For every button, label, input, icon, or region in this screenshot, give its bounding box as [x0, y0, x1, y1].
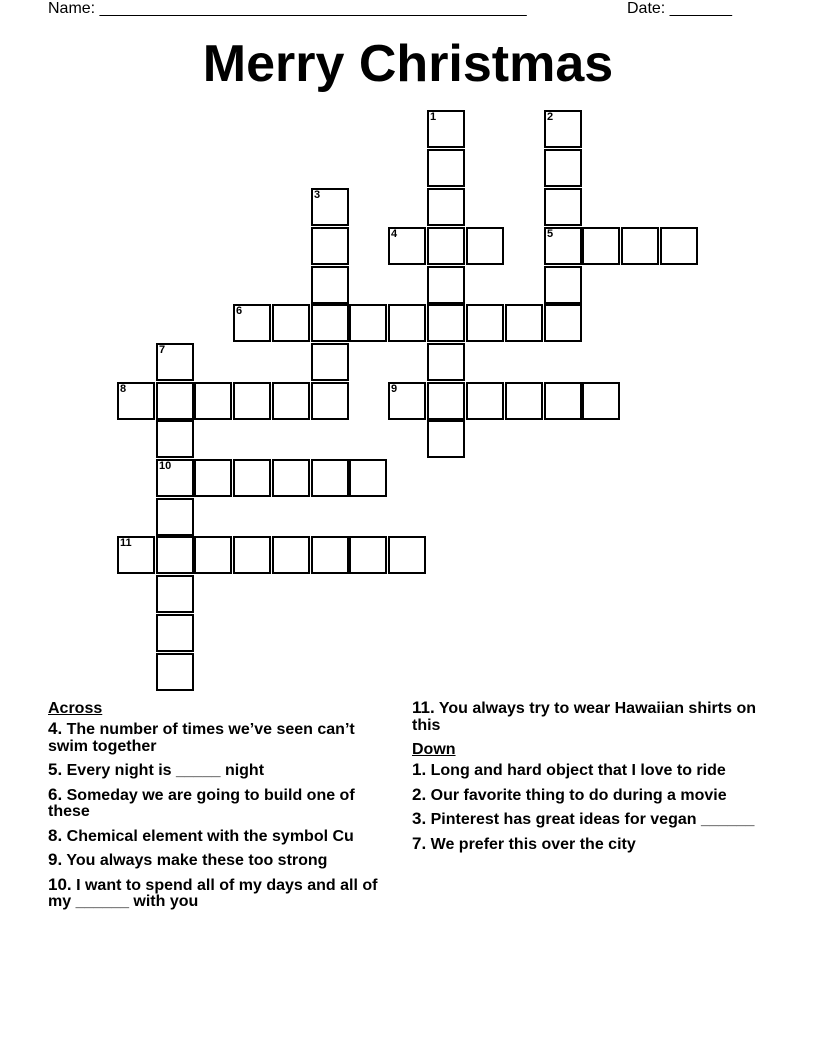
- crossword-cell[interactable]: [311, 266, 349, 304]
- clue-number: 2: [547, 111, 554, 123]
- clue-item-number: 10.: [48, 874, 72, 894]
- crossword-cell[interactable]: [466, 304, 504, 342]
- crossword-cell[interactable]: [427, 304, 465, 342]
- crossword-cell[interactable]: [427, 343, 465, 381]
- crossword-cell[interactable]: [621, 227, 659, 265]
- crossword-cell[interactable]: [427, 420, 465, 458]
- clue-item: [48, 721, 393, 755]
- clue-item-text: I want to spend all of my days and all of my ______ with you: [48, 876, 378, 910]
- clue-item: [48, 825, 393, 846]
- crossword-cell[interactable]: [272, 536, 310, 574]
- clue-item: [48, 874, 393, 911]
- clue-item: [412, 833, 772, 854]
- across-clue-list: [48, 721, 393, 911]
- crossword-cell[interactable]: [544, 266, 582, 304]
- crossword-cell[interactable]: [582, 382, 620, 420]
- clue-number: 11: [120, 537, 132, 549]
- down-clue-list: [412, 762, 772, 853]
- clues-right-column: [412, 700, 772, 860]
- clue-number: 3: [314, 189, 321, 201]
- crossword-cell[interactable]: [311, 459, 349, 497]
- clue-item-text: Every night is _____ night: [62, 762, 265, 779]
- crossword-cell[interactable]: [544, 304, 582, 342]
- date-field: Date: _______: [627, 0, 732, 17]
- page-title: Merry Christmas: [202, 35, 614, 93]
- crossword-cell[interactable]: [156, 420, 194, 458]
- clue-item: [412, 700, 772, 734]
- clues-left-column: [48, 700, 393, 918]
- crossword-cell[interactable]: [156, 343, 194, 381]
- crossword-cell[interactable]: [544, 382, 582, 420]
- clue-item: [412, 762, 772, 780]
- clue-number: 10: [159, 460, 172, 472]
- crossword-cell[interactable]: [349, 459, 387, 497]
- crossword-cell[interactable]: [311, 382, 349, 420]
- clue-number: 6: [236, 305, 243, 317]
- clue-item-number: 7.: [412, 833, 427, 853]
- crossword-cell[interactable]: [505, 304, 543, 342]
- clue-number: 4: [391, 228, 398, 240]
- crossword-cell[interactable]: [505, 382, 543, 420]
- down-heading: Down: [412, 741, 456, 758]
- clue-item-number: 4.: [48, 719, 63, 738]
- crossword-cell[interactable]: [194, 536, 232, 574]
- crossword-cell[interactable]: [156, 614, 194, 652]
- clue-item-text: Long and hard object that I love to ride: [426, 762, 726, 779]
- clue-item-number: 1.: [412, 760, 427, 779]
- crossword-cell[interactable]: [233, 382, 271, 420]
- clue-item: [412, 811, 772, 829]
- clue-item-text: We prefer this over the city: [426, 835, 636, 853]
- crossword-cell[interactable]: [311, 343, 349, 381]
- clue-item-number: 3.: [412, 809, 427, 828]
- clue-number: 5: [547, 228, 554, 240]
- clue-item-text: The number of times we’ve seen can’t swim together: [48, 721, 355, 755]
- crossword-cell[interactable]: [349, 536, 387, 574]
- crossword-cell[interactable]: [427, 149, 465, 187]
- across-clue-list-continued: [412, 700, 772, 734]
- crossword-cell[interactable]: [233, 536, 271, 574]
- crossword-cell[interactable]: [272, 304, 310, 342]
- crossword-cell[interactable]: [156, 575, 194, 613]
- clue-item-text: You always make these too strong: [62, 852, 328, 869]
- clue-item-number: 11.: [412, 698, 435, 717]
- clue-item-number: 6.: [48, 784, 63, 804]
- crossword-cell[interactable]: [466, 227, 504, 265]
- clue-item-text: Our favorite thing to do during a movie: [426, 786, 727, 804]
- crossword-cell[interactable]: [156, 536, 194, 574]
- crossword-cell[interactable]: [117, 536, 155, 574]
- crossword-cell[interactable]: [117, 382, 155, 420]
- clue-number: 1: [430, 111, 437, 123]
- crossword-cell[interactable]: [311, 227, 349, 265]
- across-heading: Across: [48, 700, 103, 717]
- clue-number: 9: [391, 383, 398, 395]
- crossword-cell[interactable]: [388, 304, 426, 342]
- crossword-cell[interactable]: [233, 304, 271, 342]
- crossword-cell[interactable]: [311, 304, 349, 342]
- crossword-cell[interactable]: [272, 382, 310, 420]
- clue-item-number: 8.: [48, 825, 63, 845]
- clue-item-number: 2.: [412, 784, 427, 804]
- crossword-cell[interactable]: [427, 227, 465, 265]
- clue-number: 7: [159, 344, 166, 356]
- crossword-cell[interactable]: [388, 536, 426, 574]
- clue-item: [412, 784, 772, 805]
- clue-item-text: Chemical element with the symbol Cu: [62, 827, 354, 845]
- crossword-cell[interactable]: [233, 459, 271, 497]
- crossword-cell[interactable]: [427, 110, 465, 148]
- clue-item-text: You always try to wear Hawaiian shirts on this: [412, 700, 756, 734]
- crossword-cell[interactable]: [156, 653, 194, 691]
- crossword-cell[interactable]: [660, 227, 698, 265]
- crossword-cell[interactable]: [349, 304, 387, 342]
- clue-item-number: 5.: [48, 760, 63, 779]
- crossword-cell[interactable]: [427, 382, 465, 420]
- crossword-cell[interactable]: [156, 382, 194, 420]
- crossword-cell[interactable]: [388, 227, 426, 265]
- clue-number: 8: [120, 383, 127, 395]
- crossword-cell[interactable]: [311, 536, 349, 574]
- crossword-cell[interactable]: [156, 498, 194, 536]
- crossword-cell[interactable]: [582, 227, 620, 265]
- crossword-cell[interactable]: [311, 188, 349, 226]
- crossword-cell[interactable]: [544, 110, 582, 148]
- clue-item-text: Someday we are going to build one of these: [48, 786, 355, 820]
- crossword-cell[interactable]: [544, 149, 582, 187]
- crossword-cell[interactable]: [272, 459, 310, 497]
- crossword-cell[interactable]: [427, 266, 465, 304]
- crossword-cell[interactable]: [194, 382, 232, 420]
- crossword-cell[interactable]: [427, 188, 465, 226]
- clue-item-number: 9.: [48, 850, 63, 869]
- crossword-cell[interactable]: [544, 188, 582, 226]
- crossword-cell[interactable]: [156, 459, 194, 497]
- clue-item-text: Pinterest has great ideas for vegan ______: [426, 811, 755, 828]
- clue-item: [48, 762, 393, 780]
- clue-item: [48, 852, 393, 870]
- crossword-cell[interactable]: [544, 227, 582, 265]
- name-field: Name: ________________________________________________: [48, 0, 527, 17]
- crossword-cell[interactable]: [388, 382, 426, 420]
- crossword-cell[interactable]: [466, 382, 504, 420]
- clue-item: [48, 784, 393, 821]
- crossword-cell[interactable]: [194, 459, 232, 497]
